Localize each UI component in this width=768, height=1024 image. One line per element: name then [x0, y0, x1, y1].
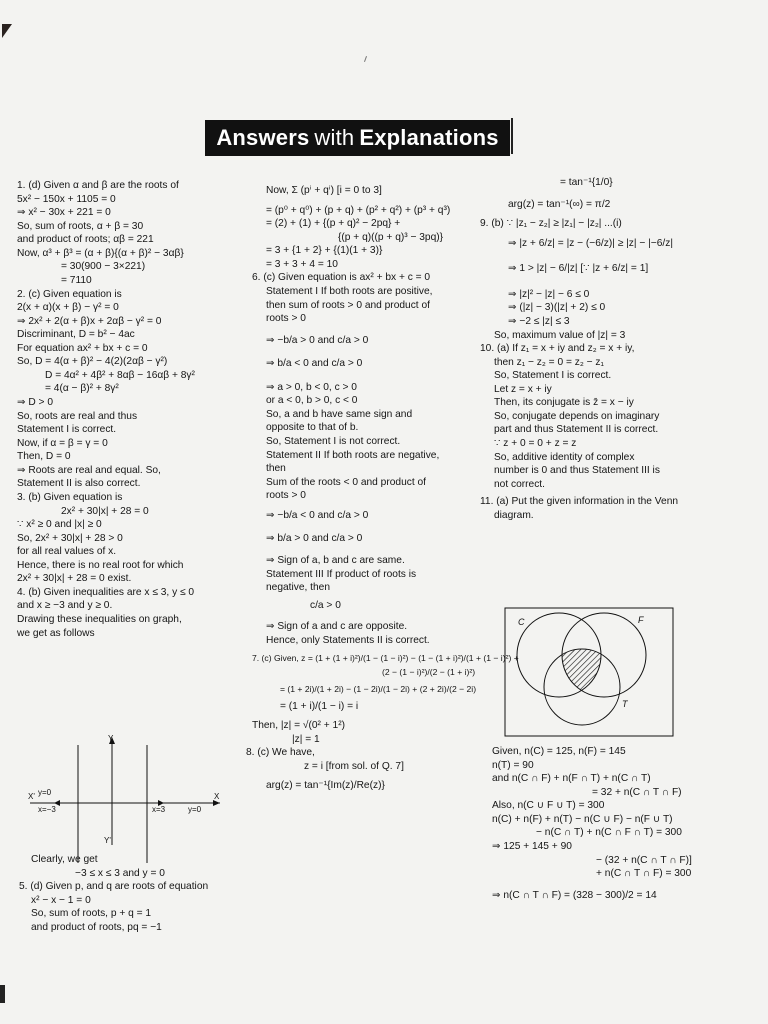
answer-line: Now, if α = β = γ = 0 [17, 437, 108, 449]
answer-line: 8. (c) We have, [246, 747, 315, 759]
answer-line: So, conjugate depends on imaginary [494, 410, 660, 422]
answer-line: Clearly, we get [31, 854, 98, 865]
answer-line: Hence, there is no real root for which [17, 559, 184, 571]
answer-line: = 3 + 3 + 4 = 10 [266, 258, 338, 270]
venn-label-c: C [518, 617, 525, 627]
answer-line: D = 4α² + 4β² + 8αβ − 16αβ + 8γ² [45, 369, 195, 381]
answer-line: = (1 + 2i)/(1 + 2i) − (1 − 2i)/(1 − 2i) + (2 + 2i)/(2 − 2i) [280, 684, 477, 695]
answer-line: arg(z) = tan⁻¹{Im(z)/Re(z)} [266, 780, 385, 792]
answer-line: for all real values of x. [17, 546, 117, 558]
answer-line: = 30(900 − 3×221) [61, 261, 146, 273]
answer-line: opposite to that of b. [266, 422, 359, 434]
answer-line: 2x² + 30|x| + 28 = 0 exist. [17, 573, 132, 585]
answer-line: z = i [from sol. of Q. 7] [304, 760, 404, 772]
answer-line: ⇒ −2 ≤ |z| ≤ 3 [508, 315, 570, 327]
answer-line: Given, n(C) = 125, n(F) = 145 [492, 746, 626, 757]
answer-column-3 [480, 176, 735, 522]
answer-line: Drawing these inequalities on graph, [17, 614, 182, 625]
answer-line: = 4(α − β)² + 8γ² [45, 383, 119, 395]
answer-line: x² − x − 1 = 0 [31, 894, 91, 906]
answer-line: Statement I is correct. [17, 424, 117, 436]
answer-line: Now, Σ (pⁱ + qⁱ) [i = 0 to 3] [266, 185, 382, 196]
answer-line: So, sum of roots, p + q = 1 [31, 908, 152, 920]
answer-line: Sum of the roots < 0 and product of [266, 476, 426, 488]
answer-line: Statement II If both roots are negative, [266, 449, 440, 461]
answer-line: ⇒ D > 0 [17, 397, 53, 408]
answer-line: then [266, 463, 286, 475]
answer-line: So, maximum value of |z| = 3 [494, 329, 626, 341]
answer-line: + n(C ∩ T ∩ F) = 300 [596, 868, 692, 880]
answer-line: Statement II is also correct. [17, 478, 141, 490]
answer-column-1-continued [19, 853, 246, 934]
answer-line: So, sum of roots, α + β = 30 [17, 220, 144, 232]
venn-label-f: F [638, 615, 644, 625]
answer-line: ⇒ 1 > |z| − 6/|z| [∵ |z + 6/z| = 1] [508, 263, 649, 275]
answer-line: 3. (b) Given equation is [17, 491, 123, 503]
answer-line: ⇒ 125 + 145 + 90 [492, 840, 572, 852]
answer-line: 5. (d) Given p, and q are roots of equation [19, 881, 209, 893]
answer-line: ⇒ a > 0, b < 0, c > 0 [266, 381, 357, 393]
answer-line: ⇒ |z|² − |z| − 6 ≤ 0 [508, 288, 590, 300]
answer-line: and product of roots; αβ = 221 [17, 234, 154, 246]
answer-line: Then, |z| = √(0² + 1²) [252, 720, 345, 732]
answer-line: n(T) = 90 [492, 759, 534, 771]
answer-line: and product of roots, pq = −1 [31, 921, 162, 933]
answer-line: then z₁ − z₂ = 0 = z₂ − z₁ [494, 356, 604, 368]
answer-line: So, Statement I is correct. [494, 370, 612, 382]
section-title-banner [205, 120, 510, 156]
answer-line: ⇒ Roots are real and equal. So, [17, 464, 161, 476]
title-word-with: with [314, 125, 355, 150]
answer-line: So, D = 4(α + β)² − 4(2)(2αβ − γ²) [17, 356, 168, 368]
answer-column-1 [17, 179, 247, 640]
answer-line: So, Statement I is not correct. [266, 436, 401, 447]
venn-diagram [504, 607, 674, 737]
answer-line: = 3 + {1 + 2} + {(1)(1 + 3)} [266, 245, 383, 257]
corner-mark-bottom [0, 985, 5, 1003]
inequality-graph [24, 735, 224, 870]
answer-line: 1. (d) Given α and β are the roots of [17, 180, 179, 191]
answer-line: ⇒ (|z| − 3)(|z| + 2) ≤ 0 [508, 302, 606, 314]
answer-line: 2(x + α)(x + β) − γ² = 0 [17, 302, 119, 314]
answer-column-3-continued [492, 745, 737, 902]
venn-label-t: T [622, 699, 628, 709]
answer-line: roots > 0 [266, 313, 306, 325]
answer-line: 9. (b) ∵ |z₁ − z₂| ≥ |z₁| − |z₂| ...(i) [480, 218, 622, 230]
y0-right-label: y=0 [188, 805, 202, 814]
answer-line: c/a > 0 [310, 599, 341, 611]
answer-line: ⇒ Sign of a, b and c are same. [266, 554, 405, 566]
answer-line: part and thus Statement II is correct. [494, 424, 659, 436]
answer-line: − n(C ∩ T) + n(C ∩ F ∩ T) = 300 [536, 827, 682, 839]
answer-line: number is 0 and thus Statement III is [494, 465, 660, 477]
answer-line: For equation ax² + bx + c = 0 [17, 342, 148, 354]
y-neg-label: Y' [104, 836, 111, 845]
answer-line: So, additive identity of complex [494, 451, 635, 463]
answer-line: Discriminant, D = b² − 4ac [17, 329, 135, 341]
answer-line: ⇒ 2x² + 2(α + β)x + 2αβ − γ² = 0 [17, 315, 162, 327]
answer-line: ⇒ b/a < 0 and c/a > 0 [266, 358, 363, 370]
answer-line: ⇒ b/a > 0 and c/a > 0 [266, 533, 363, 545]
y-axis-label: Y [108, 735, 114, 743]
answer-line: then sum of roots > 0 and product of [266, 299, 430, 311]
answer-line: {(p + q)((p + q)³ − 3pq)} [338, 231, 444, 243]
answer-line: Hence, only Statements II is correct. [266, 634, 430, 646]
x-minus-3-label: x=−3 [38, 805, 56, 814]
answer-line: 2. (c) Given equation is [17, 288, 122, 300]
x-neg-label: X' [28, 792, 35, 801]
title-word-explanations: Explanations [359, 125, 499, 150]
answer-line: roots > 0 [266, 490, 306, 502]
answer-line: not correct. [494, 478, 545, 490]
answer-line: Also, n(C ∪ F ∪ T) = 300 [492, 800, 605, 812]
answer-line: Then, D = 0 [17, 451, 71, 463]
title-rule [511, 118, 513, 154]
answer-line: n(C) + n(F) + n(T) − n(C ∪ F) − n(F ∪ T) [492, 813, 673, 825]
answer-line: ∵ z + 0 = 0 + z = z [494, 438, 577, 449]
answer-line: So, 2x² + 30|x| + 28 > 0 [17, 532, 123, 544]
answer-line: and n(C ∩ F) + n(F ∩ T) + n(C ∩ T) [492, 773, 651, 785]
answer-line: ∵ x² ≥ 0 and |x| ≥ 0 [17, 519, 102, 531]
answer-line: we get as follows [17, 627, 95, 639]
corner-mark [2, 24, 12, 38]
answer-line: = tan⁻¹{1/0} [560, 177, 613, 188]
answer-line: 2x² + 30|x| + 28 = 0 [61, 505, 149, 517]
answer-line: Statement III If product of roots is [266, 568, 417, 580]
answer-line: ⇒ −b/a > 0 and c/a > 0 [266, 334, 369, 346]
x-axis-label: X [214, 792, 220, 801]
answer-line: Now, α³ + β³ = (α + β){(α + β)² − 3αβ} [17, 247, 184, 259]
answer-line: and x ≥ −3 and y ≥ 0. [17, 600, 113, 612]
answer-line: negative, then [266, 582, 331, 594]
answer-line: (2 − (1 − i)²)/(2 − (1 + i)²) [382, 666, 476, 677]
answer-line: ⇒ x² − 30x + 221 = 0 [17, 207, 111, 219]
answer-line: = 32 + n(C ∩ T ∩ F) [592, 786, 682, 798]
y0-left-label: y=0 [38, 788, 52, 797]
x-3-label: x=3 [152, 805, 166, 814]
title-word-answers: Answers [216, 125, 310, 150]
answer-line: = (2) + (1) + {(p + q)² − 2pq} + [266, 218, 401, 230]
answer-line: ⇒ |z + 6/z| = |z − (−6/z)| ≥ |z| − |−6/z| [508, 237, 673, 249]
answer-line: or a < 0, b > 0, c < 0 [266, 395, 358, 407]
answer-line: 6. (c) Given equation is ax² + bx + c = 0 [252, 272, 431, 284]
answer-line: |z| = 1 [292, 733, 320, 745]
answer-line: 10. (a) If z₁ = x + iy and z₂ = x + iy, [480, 343, 635, 355]
answer-line: Let z = x + iy [494, 383, 552, 395]
answer-line: ⇒ Sign of a and c are opposite. [266, 621, 408, 633]
pen-stroke [364, 56, 367, 62]
answer-line: So, roots are real and thus [17, 410, 138, 422]
answer-line: 5x² − 150x + 1105 = 0 [17, 193, 116, 205]
answer-line: − (32 + n(C ∩ T ∩ F)] [596, 854, 692, 866]
answer-line: 11. (a) Put the given information in the Venn [480, 496, 679, 508]
answer-line: ⇒ −b/a < 0 and c/a > 0 [266, 509, 369, 521]
answer-line: So, a and b have same sign and [266, 408, 413, 420]
answer-line: Statement I If both roots are positive, [266, 285, 433, 297]
answer-line: 7. (c) Given, z = (1 + (1 + i)²)/(1 − (1 − i)²) − (1 − (1 + i)²)/(1 + (1 − i)²) + [252, 653, 519, 664]
answer-line: 4. (b) Given inequalities are x ≤ 3, y ≤ 0 [17, 586, 195, 598]
answer-line: diagram. [494, 509, 534, 521]
answer-line: ⇒ n(C ∩ T ∩ F) = (328 − 300)/2 = 14 [492, 889, 657, 901]
answer-line: = (p⁰ + q⁰) + (p + q) + (p² + q²) + (p³ + q³) [266, 204, 451, 216]
answer-line: = 7110 [61, 274, 92, 286]
answer-line: arg(z) = tan⁻¹(∞) = π/2 [508, 198, 611, 210]
answer-line: = (1 + i)/(1 − i) = i [280, 700, 359, 712]
answer-line: −3 ≤ x ≤ 3 and y = 0 [75, 867, 165, 879]
answer-line: Then, its conjugate is z̄ = x − iy [494, 397, 634, 409]
